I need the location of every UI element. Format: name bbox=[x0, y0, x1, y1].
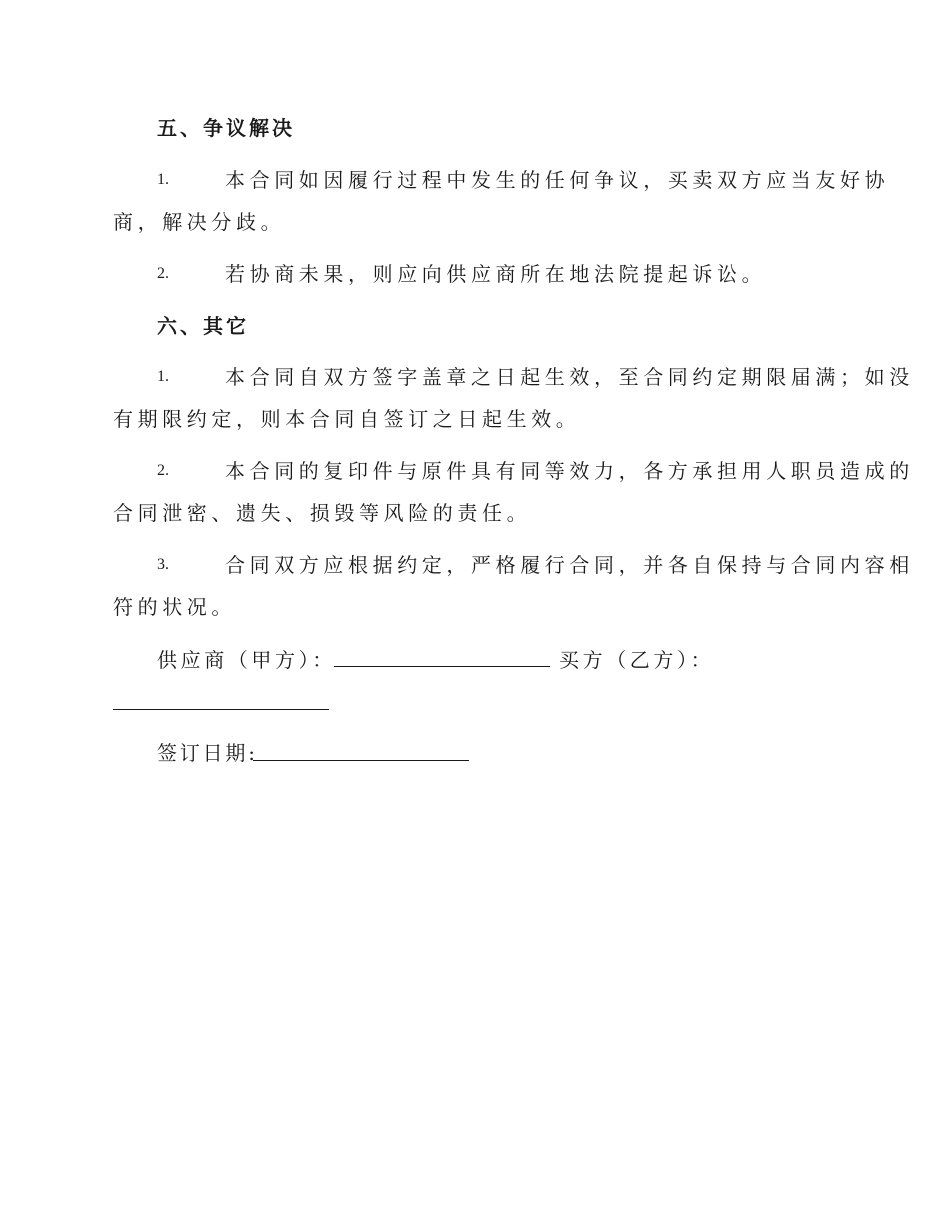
section-6-item-3-number: 3. bbox=[157, 556, 169, 573]
section-6-heading: 六、其它 bbox=[157, 314, 249, 338]
buyer-signature-blank[interactable] bbox=[113, 709, 329, 710]
supplier-party-label: 供应商（甲方）： bbox=[157, 648, 336, 672]
section-6-item-2-line-1: 本合同的复印件与原件具有同等效力，各方承担用人职员造成的 bbox=[225, 459, 914, 483]
section-5-item-2-line-1: 若协商未果，则应向供应商所在地法院提起诉讼。 bbox=[225, 262, 767, 286]
section-6-item-3-line-2: 符的状况。 bbox=[113, 595, 236, 619]
signing-date-label: 签订日期: bbox=[157, 741, 258, 765]
section-5-item-1-line-2: 商，解决分歧。 bbox=[113, 210, 286, 234]
section-5-item-2-number: 2. bbox=[157, 265, 169, 282]
section-6-item-3-line-1: 合同双方应根据约定，严格履行合同，并各自保持与合同内容相 bbox=[225, 553, 914, 577]
section-5-heading: 五、争议解决 bbox=[157, 116, 295, 140]
signing-date-blank[interactable] bbox=[253, 760, 469, 761]
section-6-item-1-number: 1. bbox=[157, 368, 169, 385]
buyer-party-label: 买方（乙方）： bbox=[559, 648, 715, 672]
section-5-item-1-number: 1. bbox=[157, 171, 169, 188]
section-6-item-2-line-2: 合同泄密、遗失、损毁等风险的责任。 bbox=[113, 501, 532, 525]
section-6-item-2-number: 2. bbox=[157, 462, 169, 479]
section-5-item-1-line-1: 本合同如因履行过程中发生的任何争议，买卖双方应当友好协 bbox=[225, 168, 890, 192]
supplier-signature-blank[interactable] bbox=[334, 666, 550, 667]
section-6-item-1-line-1: 本合同自双方签字盖章之日起生效，至合同约定期限届满；如没 bbox=[225, 365, 914, 389]
section-6-item-1-line-2: 有期限约定，则本合同自签订之日起生效。 bbox=[113, 407, 581, 431]
